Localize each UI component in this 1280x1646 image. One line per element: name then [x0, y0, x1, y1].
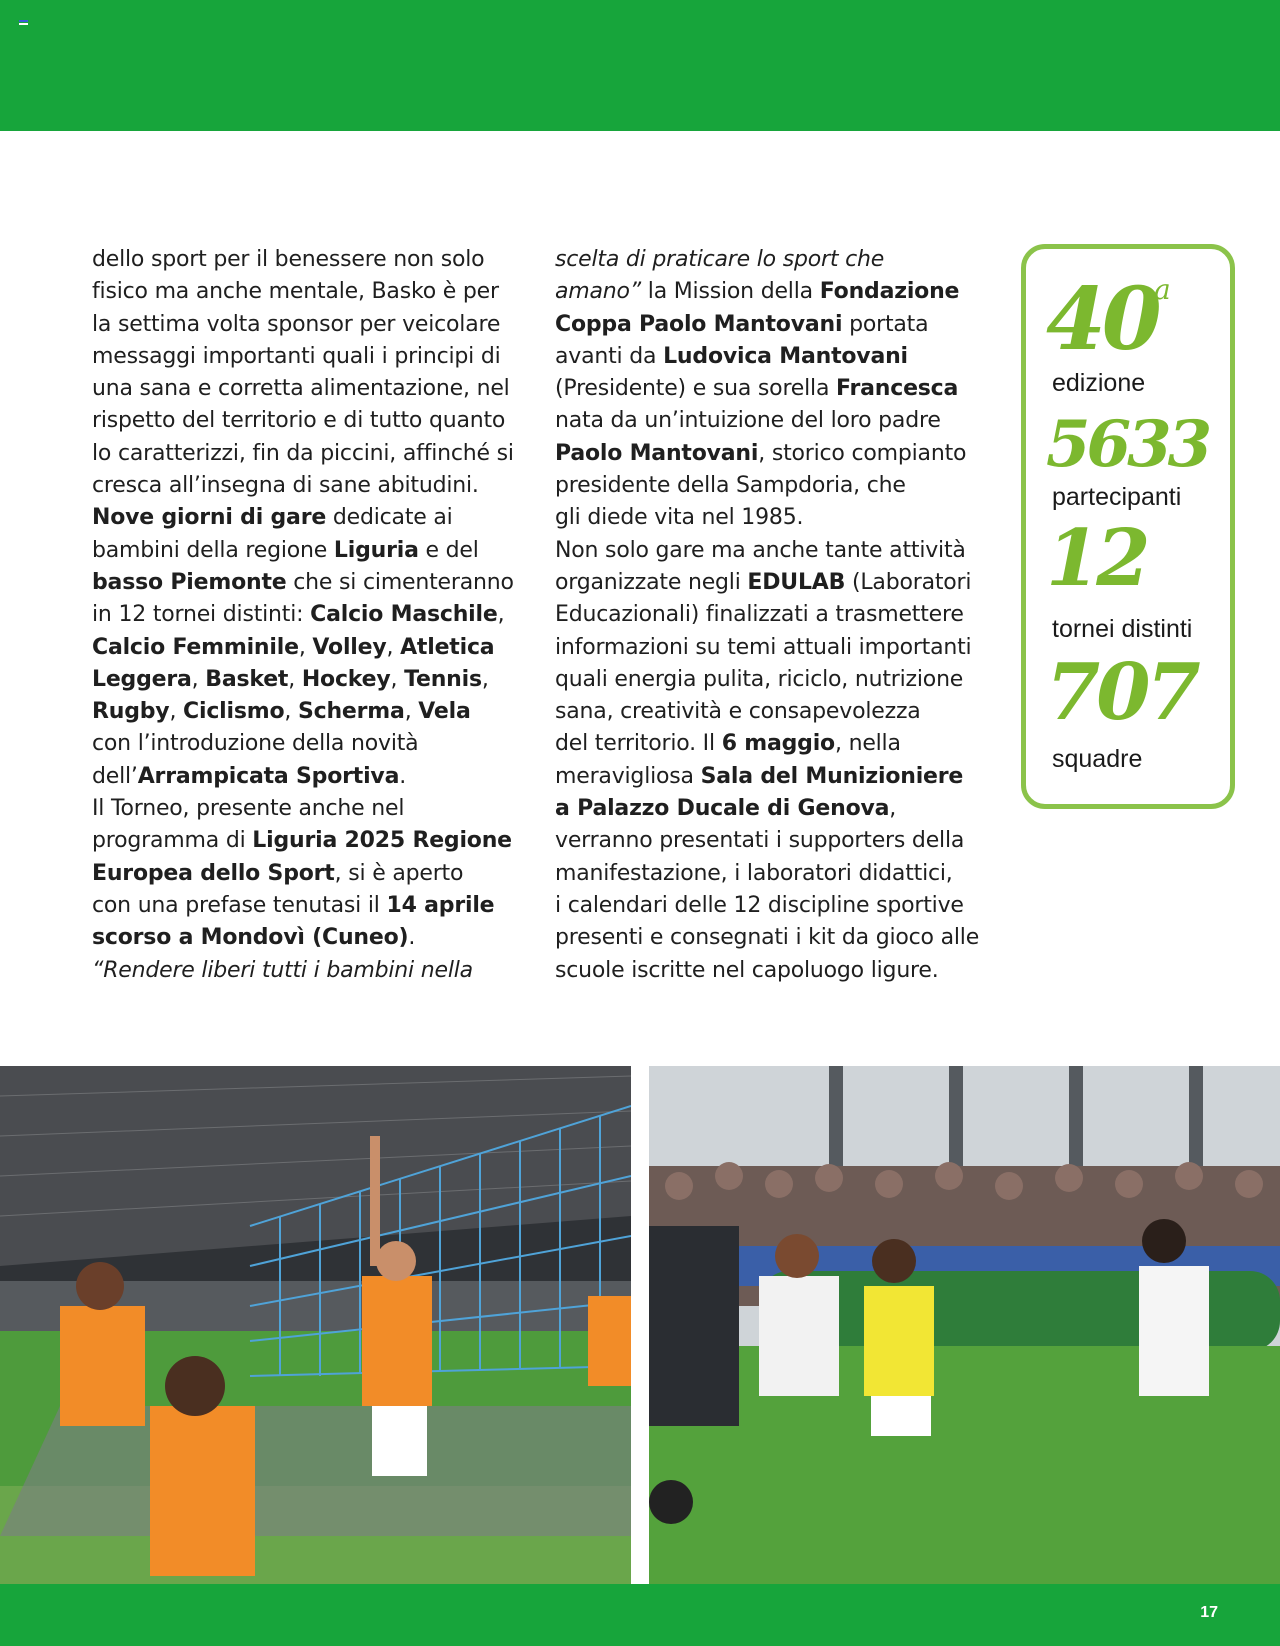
- text-line: bambini della regione Liguria e del: [92, 537, 479, 563]
- text-line: quali energia pulita, riciclo, nutrizione: [555, 666, 964, 692]
- page-number: 17: [1200, 1604, 1218, 1621]
- text-line: basso Piemonte che si cimenteranno: [92, 569, 514, 595]
- text-line: scelta di praticare lo sport che: [555, 247, 885, 272]
- text-line: “Rendere liberi tutti i bambini nella: [92, 957, 473, 983]
- stat-participants-label: partecipanti: [1052, 483, 1182, 511]
- article-middle-column: [555, 244, 995, 987]
- text-line: dell’Arrampicata Sportiva.: [92, 763, 407, 789]
- text-line: manifestazione, i laboratori didattici,: [555, 860, 953, 886]
- stat-teams-label: squadre: [1052, 745, 1143, 773]
- text-line: cresca all’insegna di sane abitudini.: [92, 473, 479, 499]
- text-line: rispetto del territorio e di tutto quanto: [92, 408, 506, 434]
- stat-tournaments-label: tornei distinti: [1052, 615, 1193, 643]
- text-line: programma di Liguria 2025 Regione: [92, 828, 512, 854]
- text-line: fisico ma anche mentale, Basko è per: [92, 279, 499, 305]
- volleyball-photo-illustration: [0, 1066, 631, 1584]
- bottom-green-band: [0, 1584, 1280, 1646]
- text-line: informazioni su temi attuali importanti: [555, 634, 972, 660]
- text-line: presidente della Sampdoria, che: [555, 473, 906, 499]
- text-line: a Palazzo Ducale di Genova,: [555, 796, 897, 822]
- text-line: scuole iscritte nel capoluogo ligure.: [555, 957, 939, 983]
- text-line: meravigliosa Sala del Munizioniere: [555, 763, 964, 789]
- text-line: i calendari delle 12 discipline sportive: [555, 892, 964, 918]
- text-line: con una prefase tenutasi il 14 aprile: [92, 892, 495, 918]
- text-line: la settima volta sponsor per veicolare: [92, 311, 501, 337]
- stat-edition-number: 40: [1046, 269, 1158, 370]
- text-line: Non solo gare ma anche tante attività: [555, 537, 966, 563]
- text-line: Calcio Femminile, Volley, Atletica: [92, 634, 495, 660]
- text-line: Paolo Mantovani, storico compianto: [555, 440, 967, 466]
- article-left-column: [92, 244, 532, 987]
- football-photo: [649, 1066, 1280, 1584]
- text-line: con l’introduzione della novità: [92, 731, 419, 757]
- stat-edition-superscript: a: [1154, 273, 1171, 306]
- stat-edition-label: edizione: [1052, 369, 1146, 397]
- text-line: del territorio. Il 6 maggio, nella: [555, 731, 901, 757]
- text-line: Leggera, Basket, Hockey, Tennis,: [92, 666, 489, 692]
- stat-participants-number: 5633: [1046, 407, 1209, 482]
- text-line: Nove giorni di gare dedicate ai: [92, 505, 453, 531]
- text-line: Rugby, Ciclismo, Scherma, Vela: [92, 699, 471, 725]
- text-line: Europea dello Sport, si è aperto: [92, 860, 464, 886]
- stats-box: [1021, 244, 1235, 809]
- text-line: Il Torneo, presente anche nel: [92, 796, 405, 822]
- text-line: una sana e corretta alimentazione, nel: [92, 376, 510, 402]
- text-line: lo caratterizzi, fin da piccini, affinché si: [92, 440, 514, 466]
- football-photo-illustration: [649, 1066, 1280, 1584]
- stat-tournaments-number: 12: [1046, 513, 1147, 604]
- volleyball-photo: [0, 1066, 631, 1584]
- text-line: Educazionali) finalizzati a trasmettere: [555, 602, 964, 628]
- text-line: (Presidente) e sua sorella Francesca: [555, 376, 959, 402]
- text-line: amano” la Mission della Fondazione: [555, 279, 960, 305]
- language-flag-icon[interactable]: [19, 20, 28, 27]
- text-line: presenti e consegnati i kit da gioco alle: [555, 925, 980, 951]
- top-green-band: [0, 0, 1280, 131]
- text-line: gli diede vita nel 1985.: [555, 505, 804, 531]
- text-line: in 12 tornei distinti: Calcio Maschile,: [92, 602, 505, 628]
- text-line: verranno presentati i supporters della: [555, 828, 965, 854]
- text-line: organizzate negli EDULAB (Laboratori: [555, 569, 972, 595]
- text-line: sana, creatività e consapevolezza: [555, 699, 921, 725]
- text-line: nata da un’intuizione del loro padre: [555, 408, 941, 434]
- text-line: dello sport per il benessere non solo: [92, 247, 485, 272]
- stat-teams-number: 707: [1046, 647, 1197, 738]
- text-line: scorso a Mondovì (Cuneo).: [92, 925, 416, 951]
- text-line: messaggi importanti quali i principi di: [92, 343, 501, 369]
- text-line: avanti da Ludovica Mantovani: [555, 343, 908, 369]
- text-line: Coppa Paolo Mantovani portata: [555, 311, 929, 337]
